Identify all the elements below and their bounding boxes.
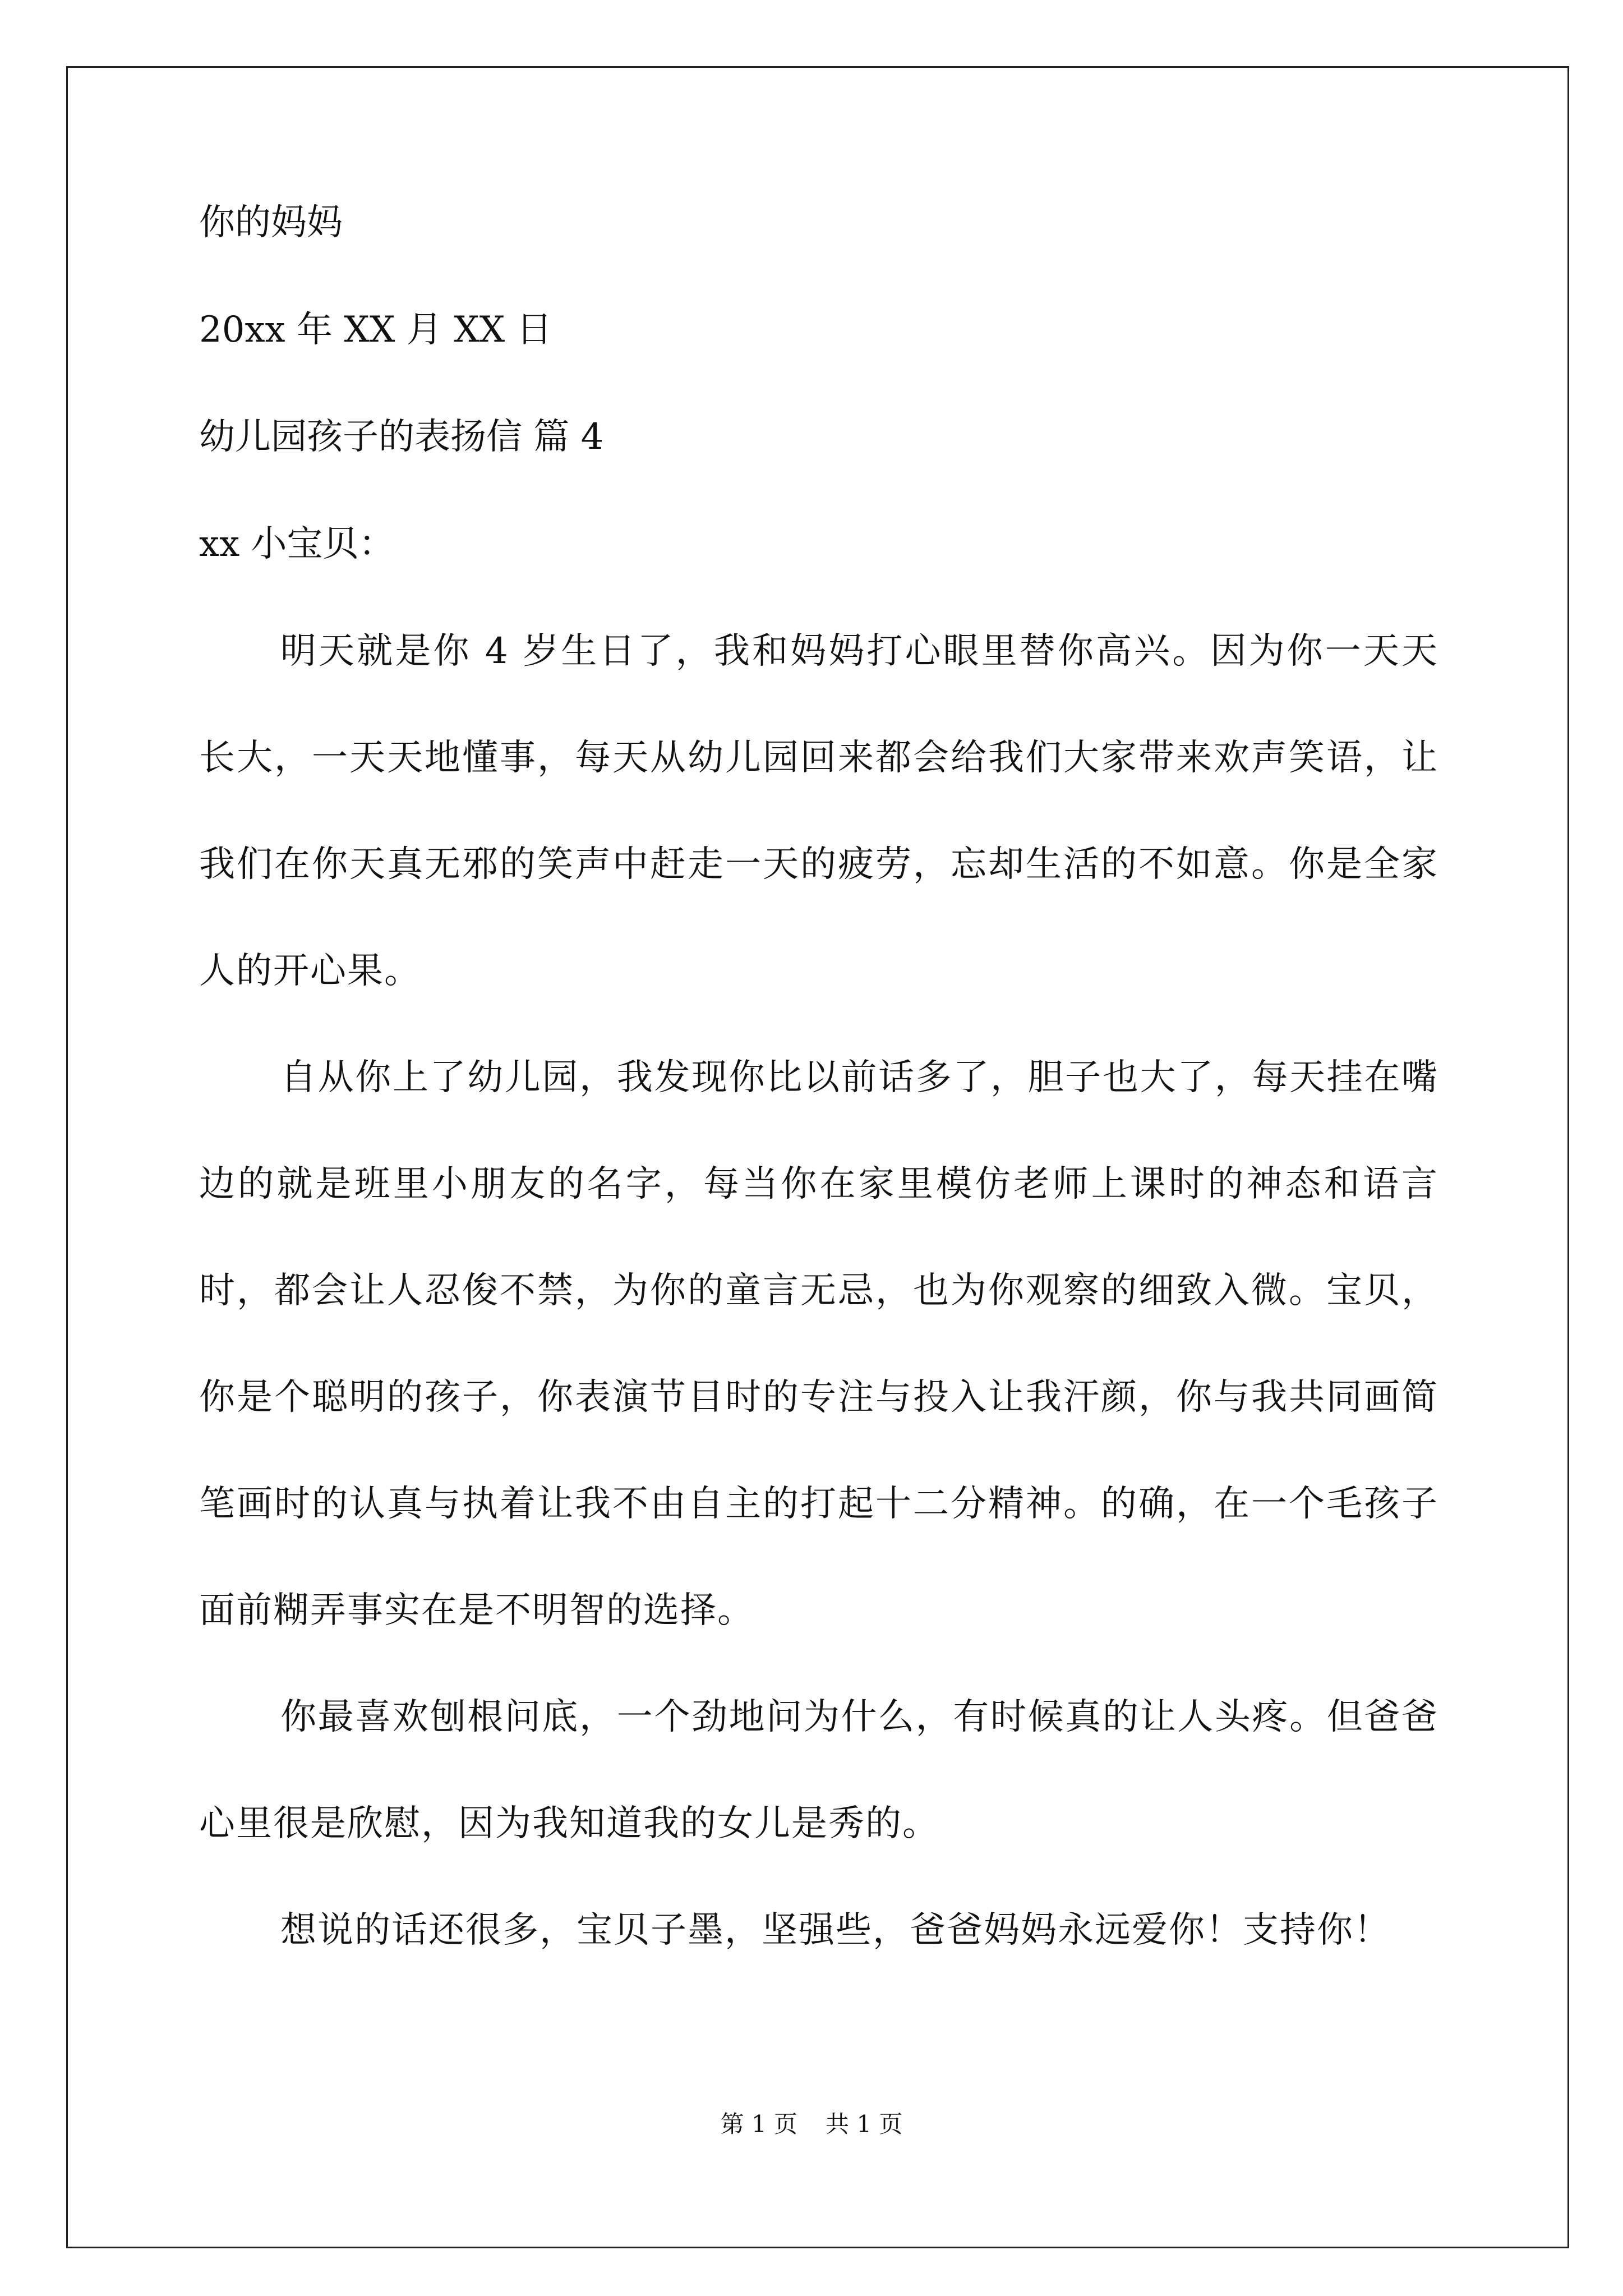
signature-line: 你的妈妈 <box>199 202 343 243</box>
salutation: xx 小宝贝： <box>199 523 395 565</box>
paragraph-2: 自从你上了幼儿园，我发现你比以前话多了，胆子也大了，每天挂在嘴边的就是班里小朋友的名字，每当你在家里模仿老师上课时的神态和语言时，都会让人忍俊不禁，为你的童言无忌，也为你观察的细致入微。宝贝，你是个聪明的孩子，你表演节目时的专注与投入让我汗颜，你与我共同画简笔画时的认真与执着让我不由自主的打起十二分精神。的确，在一个毛孩子面前糊弄事实在是不明智的选择。 <box>199 1057 1438 1631</box>
paragraph-3: 你最喜欢刨根问底，一个劲地问为什么，有时候真的让人头疼。但爸爸心里很是欣慰，因为我知道我的女儿是秀的。 <box>199 1696 1438 1844</box>
paragraph-4: 想说的话还很多，宝贝子墨，坚强些，爸爸妈妈永远爱你！支持你！ <box>280 1910 1391 1951</box>
page-number: 第 1 页 <box>720 2110 797 2138</box>
date-line: 20xx 年 XX 月 XX 日 <box>199 309 552 351</box>
letter-title: 幼儿园孩子的表扬信 篇 4 <box>199 416 604 458</box>
paragraph-1: 明天就是你 4 岁生日了，我和妈妈打心眼里替你高兴。因为你一天天长大，一天天地懂事，每天从幼儿园回来都会给我们大家带来欢声笑语，让我们在你天真无邪的笑声中赶走一天的疲劳，忘却生活的不如意。你是全家人的开心果。 <box>199 631 1438 992</box>
page-total: 共 1 页 <box>826 2110 903 2138</box>
page-footer <box>0 2110 1623 2138</box>
document-body <box>199 202 1438 1984</box>
